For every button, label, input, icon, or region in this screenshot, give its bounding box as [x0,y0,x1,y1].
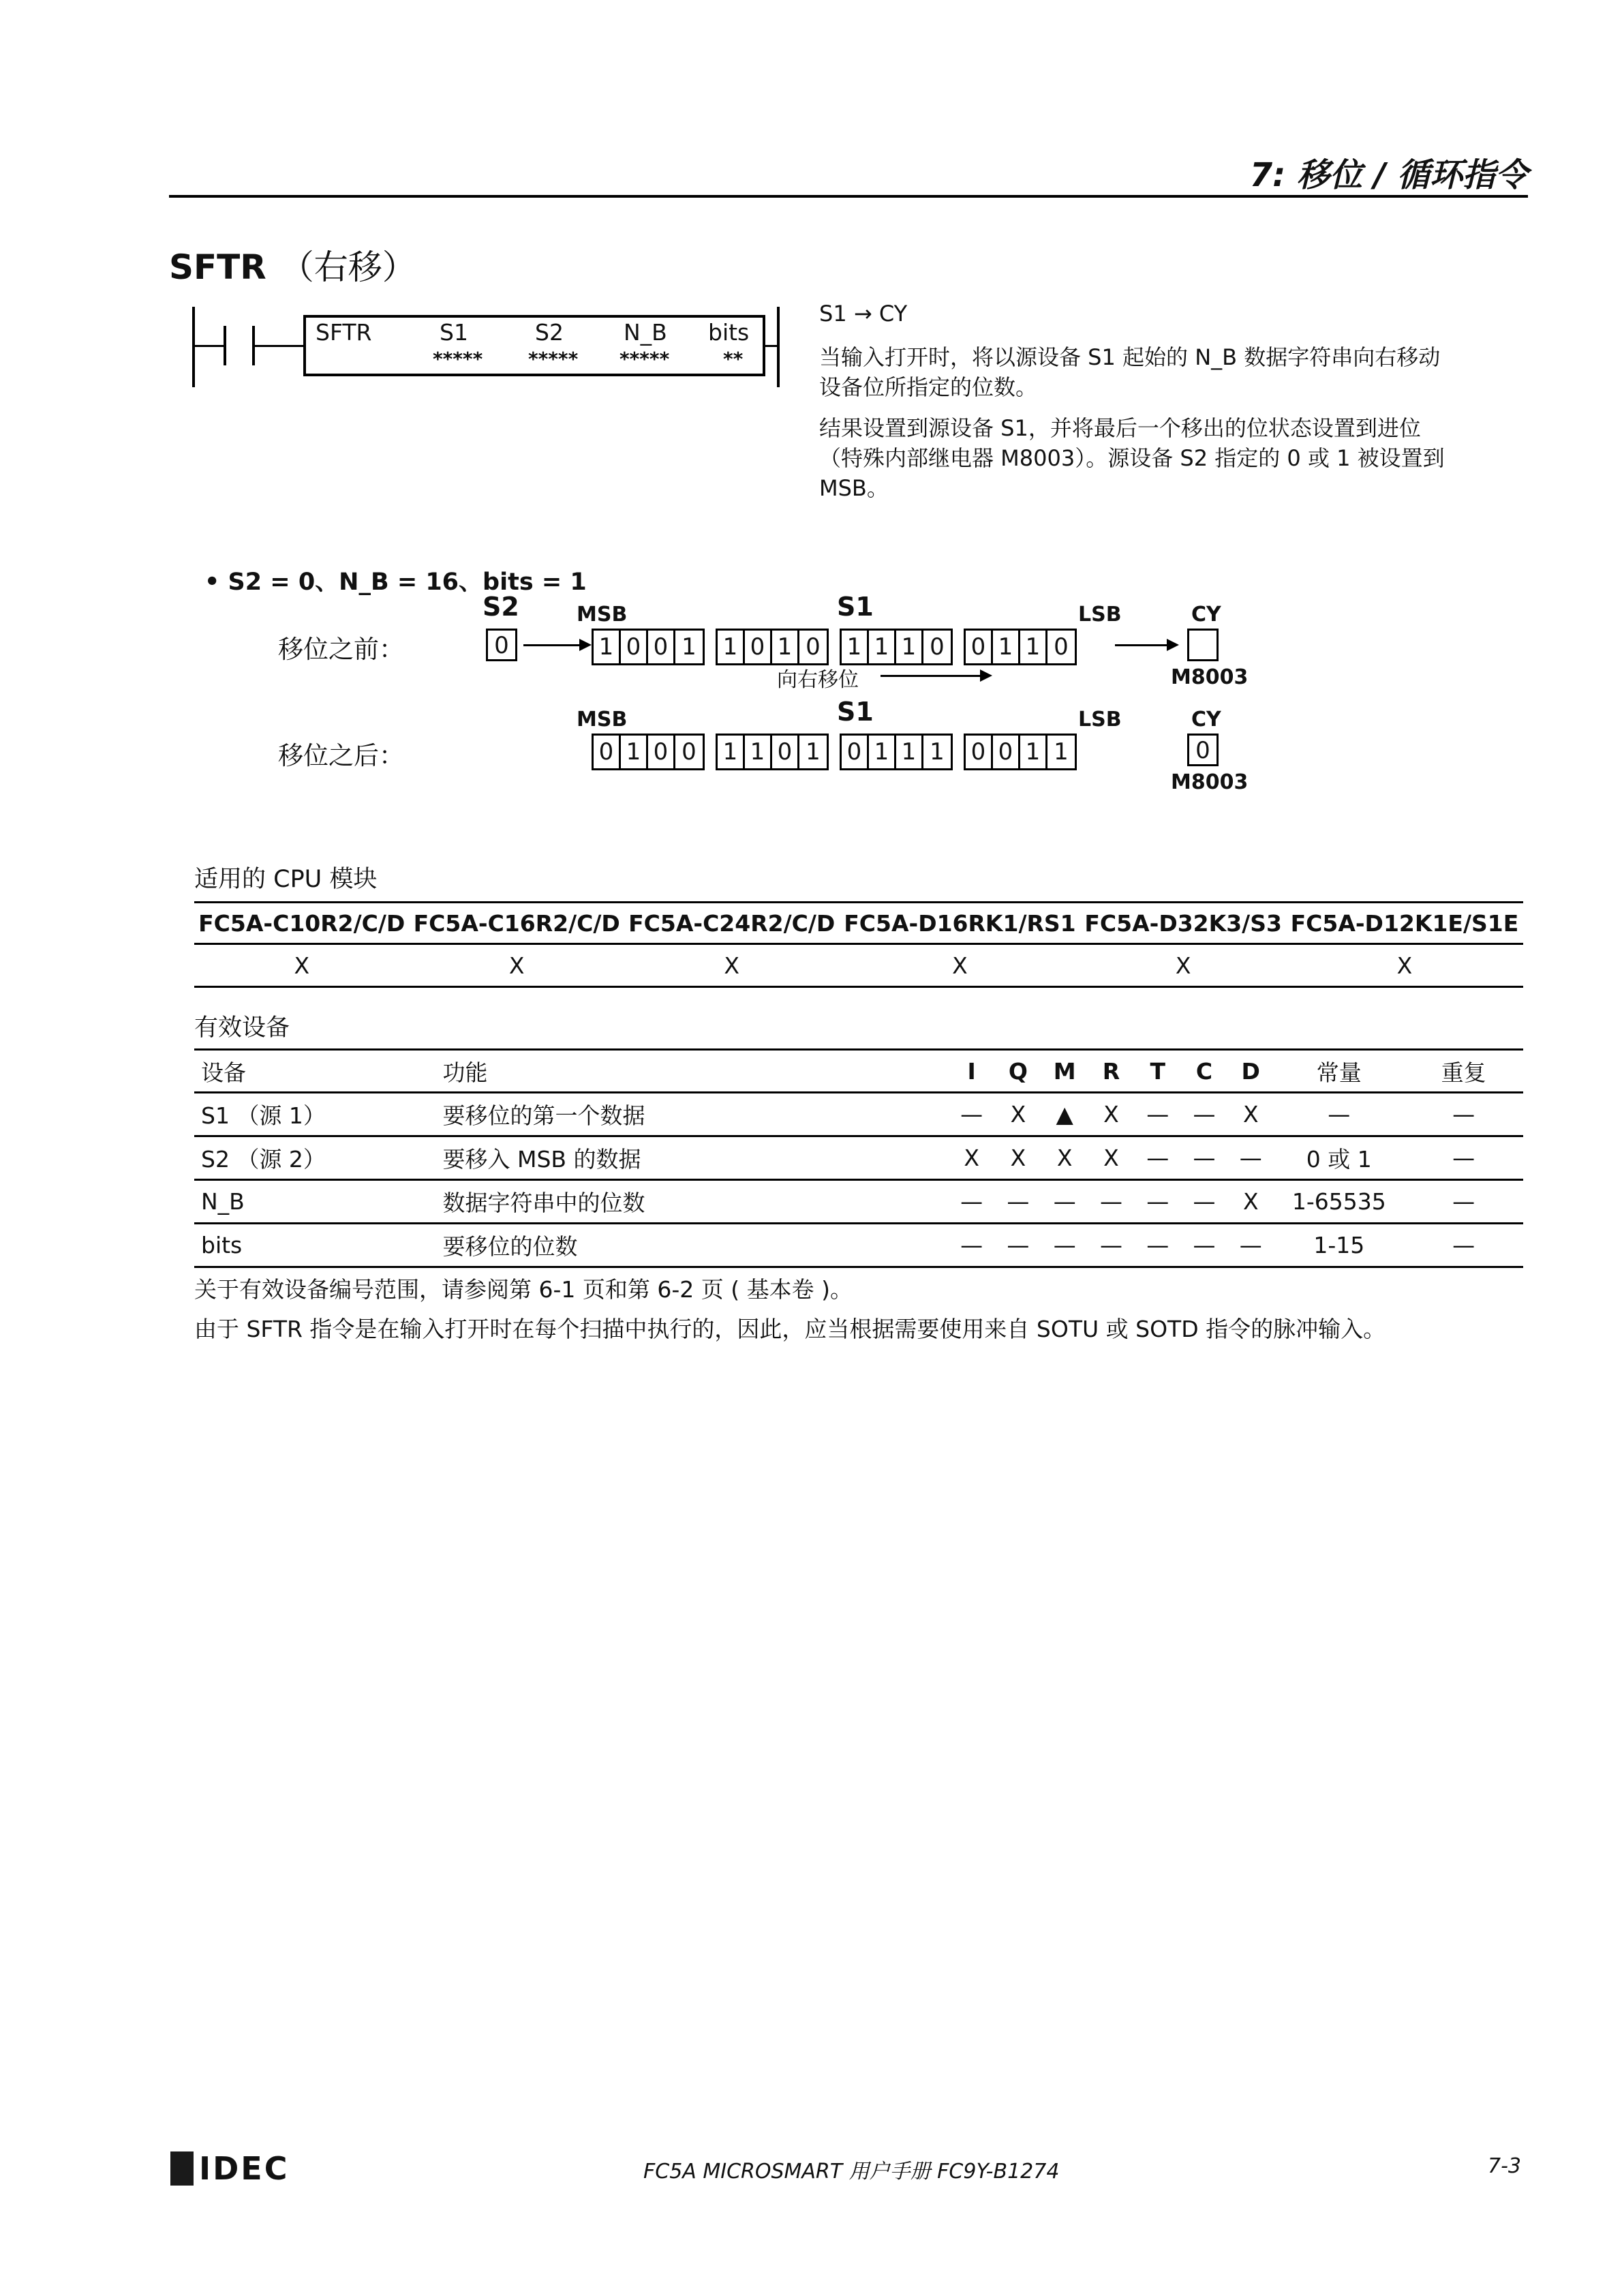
header-rule [169,195,1528,198]
example-condition: • S2 = 0、N_B = 16、bits = 1 [204,569,587,596]
table-cell: — [1041,1224,1088,1267]
text-line: MSB。 [819,475,889,501]
msb-label: MSB [577,603,628,626]
table-cell: X [1088,1136,1134,1180]
table-cell: 要移位的第一个数据 [442,1093,948,1136]
bit-cell: 1 [993,631,1020,663]
m8003-label: M8003 [1171,770,1249,794]
bit-cell: 1 [896,631,923,663]
bit-cell: 0 [842,736,869,768]
table-cell: — [1404,1136,1523,1180]
operand-placeholder: ** [723,348,744,370]
before-bits [592,629,1077,665]
rung-line [255,345,304,347]
note-range: 关于有效设备编号范围，请参阅第 6-1 页和第 6-2 页 ( 基本卷 )。 [194,1276,853,1303]
table-cell: 要移位的位数 [442,1224,948,1267]
bit-cell: 0 [993,736,1020,768]
bit-cell: 0 [621,631,648,663]
m8003-label: M8003 [1171,665,1249,689]
op-code: SFTR [316,319,372,346]
rung-line [195,345,225,347]
idec-logo [170,2150,289,2187]
table-cell: X [1227,1093,1274,1136]
table-cell: X [409,944,624,987]
table-cell: — [949,1180,995,1224]
cy-label: CY [1191,708,1221,731]
s2-value-box: 0 [486,629,517,661]
op-s2: S2 [535,319,564,346]
table-cell: X [1041,1136,1088,1180]
table-cell: — [1404,1224,1523,1267]
s1-label: S1 [837,592,874,622]
after-label: 移位之后： [278,741,404,770]
note-pulse: 由于 SFTR 指令是在输入打开时在每个扫描中执行的，因此，应当根据需要使用来自 SOTU 或 SOTD 指令的脉冲输入。 [194,1316,1386,1342]
bit-cell: 0 [594,736,621,768]
table-cell: — [995,1224,1041,1267]
column-header: FC5A-C16R2/C/D [409,903,624,944]
column-header: D [1227,1050,1274,1093]
bit-cell: 0 [930,633,945,661]
table-cell: X [1080,944,1285,987]
formula: S1 → CY [819,301,908,327]
table-cell: 0 或 1 [1274,1136,1404,1180]
bit-cell: 1 [869,631,896,663]
table-cell: — [1227,1224,1274,1267]
logo-text: IDEC [199,2150,290,2187]
table-row [194,1180,1523,1224]
bit-cell: 0 [966,631,993,663]
table-cell: — [1135,1224,1181,1267]
bit-cell: 0 [648,736,675,768]
table-cell: X [1088,1093,1134,1136]
op-bits: bits [708,319,750,346]
table-cell: — [949,1224,995,1267]
instruction-box [303,315,765,376]
text-line: 设备位所指定的位数。 [819,374,1038,400]
shift-direction-arrow [881,675,990,677]
column-header: 设备 [194,1050,442,1093]
bit-cell: 0 [806,633,821,661]
table-row [194,944,1523,987]
table-cell: S1 （源 1） [194,1093,442,1136]
cy-label: CY [1191,603,1221,626]
bit-cell: 1 [842,631,869,663]
logo-mark-icon [170,2151,194,2186]
instruction-desc: （右移） [279,247,416,287]
bit-cell: 1 [896,736,923,768]
lsb-label: LSB [1078,708,1122,731]
table-cell: — [1404,1180,1523,1224]
table-cell: — [1181,1093,1227,1136]
bit-cell: 1 [621,736,648,768]
table-cell: X [1227,1180,1274,1224]
bit-cell: 0 [648,631,675,663]
column-header: T [1135,1050,1181,1093]
table-cell: X [995,1093,1041,1136]
bit-cell: 1 [1020,631,1047,663]
table-cell: bits [194,1224,442,1267]
table-cell: — [1088,1224,1134,1267]
description-para-1 [819,342,1440,402]
chapter-heading: 7: 移位 / 循环指令 [1249,156,1528,194]
text-line: 当输入打开时，将以源设备 S1 起始的 N_B 数据字符串向右移动 [819,344,1441,370]
column-header: 重复 [1404,1050,1523,1093]
table-cell: — [1181,1136,1227,1180]
cpu-table [194,901,1523,988]
table-row [194,1224,1523,1267]
column-header: C [1181,1050,1227,1093]
cpu-heading: 适用的 CPU 模块 [194,866,378,893]
table-cell: N_B [194,1180,442,1224]
table-header-row [194,1050,1523,1093]
instruction-name: SFTR [169,247,266,287]
cy-after-box: 0 [1187,734,1219,766]
column-header: FC5A-D16RK1/RS1 [839,903,1080,944]
column-header: Q [995,1050,1041,1093]
column-header: R [1088,1050,1134,1093]
op-nb: N_B [624,319,667,346]
device-heading: 有效设备 [194,1014,290,1042]
table-cell: X [194,944,409,987]
section-title [169,240,416,289]
bit-cell: 0 [1054,633,1069,661]
table-cell: 数据字符串中的位数 [442,1180,948,1224]
table-cell: — [1181,1180,1227,1224]
bit-cell: 1 [745,736,772,768]
column-header: FC5A-C10R2/C/D [194,903,409,944]
table-cell: X [949,1136,995,1180]
table-cell: — [1404,1093,1523,1136]
table-cell: — [1135,1180,1181,1224]
text-line: （特殊内部继电器 M8003）。源设备 S2 指定的 0 或 1 被设置到 [819,445,1445,471]
table-cell: X [624,944,839,987]
operand-placeholder: ***** [619,348,670,370]
bit-cell: 0 [682,738,697,766]
op-s1: S1 [440,319,468,346]
table-cell: — [1181,1224,1227,1267]
shift-in-arrow [523,644,589,646]
right-power-rail [777,307,780,387]
table-cell: 1-15 [1274,1224,1404,1267]
bit-cell: 1 [806,738,821,766]
table-cell: S2 （源 2） [194,1136,442,1180]
s2-label: S2 [483,592,519,622]
table-row [194,1093,1523,1136]
rung-line [765,345,777,347]
left-power-rail [192,307,195,387]
bit-cell: 1 [1020,736,1047,768]
contact-left [224,326,226,365]
before-label: 移位之前： [278,635,404,664]
bit-cell: 1 [594,631,621,663]
bit-cell: 1 [718,631,745,663]
lsb-label: LSB [1078,603,1122,626]
table-cell: X [995,1136,1041,1180]
column-header: FC5A-C24R2/C/D [624,903,839,944]
table-cell: X [839,944,1080,987]
table-cell: — [1227,1136,1274,1180]
column-header: 功能 [442,1050,948,1093]
table-cell: — [949,1093,995,1136]
bit-cell: 1 [772,631,799,663]
bit-cell: 1 [718,736,745,768]
shift-direction-text: 向右移位 [777,668,859,692]
bit-cell: 0 [966,736,993,768]
table-cell: — [1274,1093,1404,1136]
msb-label: MSB [577,708,628,731]
carry-out-arrow [1115,644,1176,646]
table-cell: ▲ [1041,1093,1088,1136]
table-cell: — [1088,1180,1134,1224]
column-header: 常量 [1274,1050,1404,1093]
after-bits [592,734,1077,770]
cy-before-box [1187,629,1219,661]
table-cell: X [1286,944,1523,987]
manual-title: FC5A MICROSMART 用户手册 FC9Y-B1274 [643,2160,1060,2184]
column-header: I [949,1050,995,1093]
bit-cell: 0 [745,631,772,663]
bit-cell: 1 [682,633,697,661]
table-header-row [194,903,1523,944]
operand-placeholder: ***** [433,348,483,370]
bit-cell: 1 [869,736,896,768]
text-line: 结果设置到源设备 S1，并将最后一个移出的位状态设置到进位 [819,415,1421,441]
s1-label: S1 [837,697,874,727]
bit-cell: 0 [772,736,799,768]
page-number: 7-3 [1488,2154,1521,2178]
table-row [194,1136,1523,1180]
bit-cell: 1 [1054,738,1069,766]
table-cell: 1-65535 [1274,1180,1404,1224]
table-cell: — [1135,1136,1181,1180]
table-cell: — [1041,1180,1088,1224]
operand-placeholder: ***** [528,348,579,370]
column-header: FC5A-D12K1E/S1E [1286,903,1523,944]
description-para-2 [819,413,1445,503]
device-table [194,1048,1523,1268]
table-cell: — [1135,1093,1181,1136]
bit-cell: 1 [930,738,945,766]
column-header: FC5A-D32K3/S3 [1080,903,1285,944]
table-cell: — [995,1180,1041,1224]
table-cell: 要移入 MSB 的数据 [442,1136,948,1180]
column-header: M [1041,1050,1088,1093]
